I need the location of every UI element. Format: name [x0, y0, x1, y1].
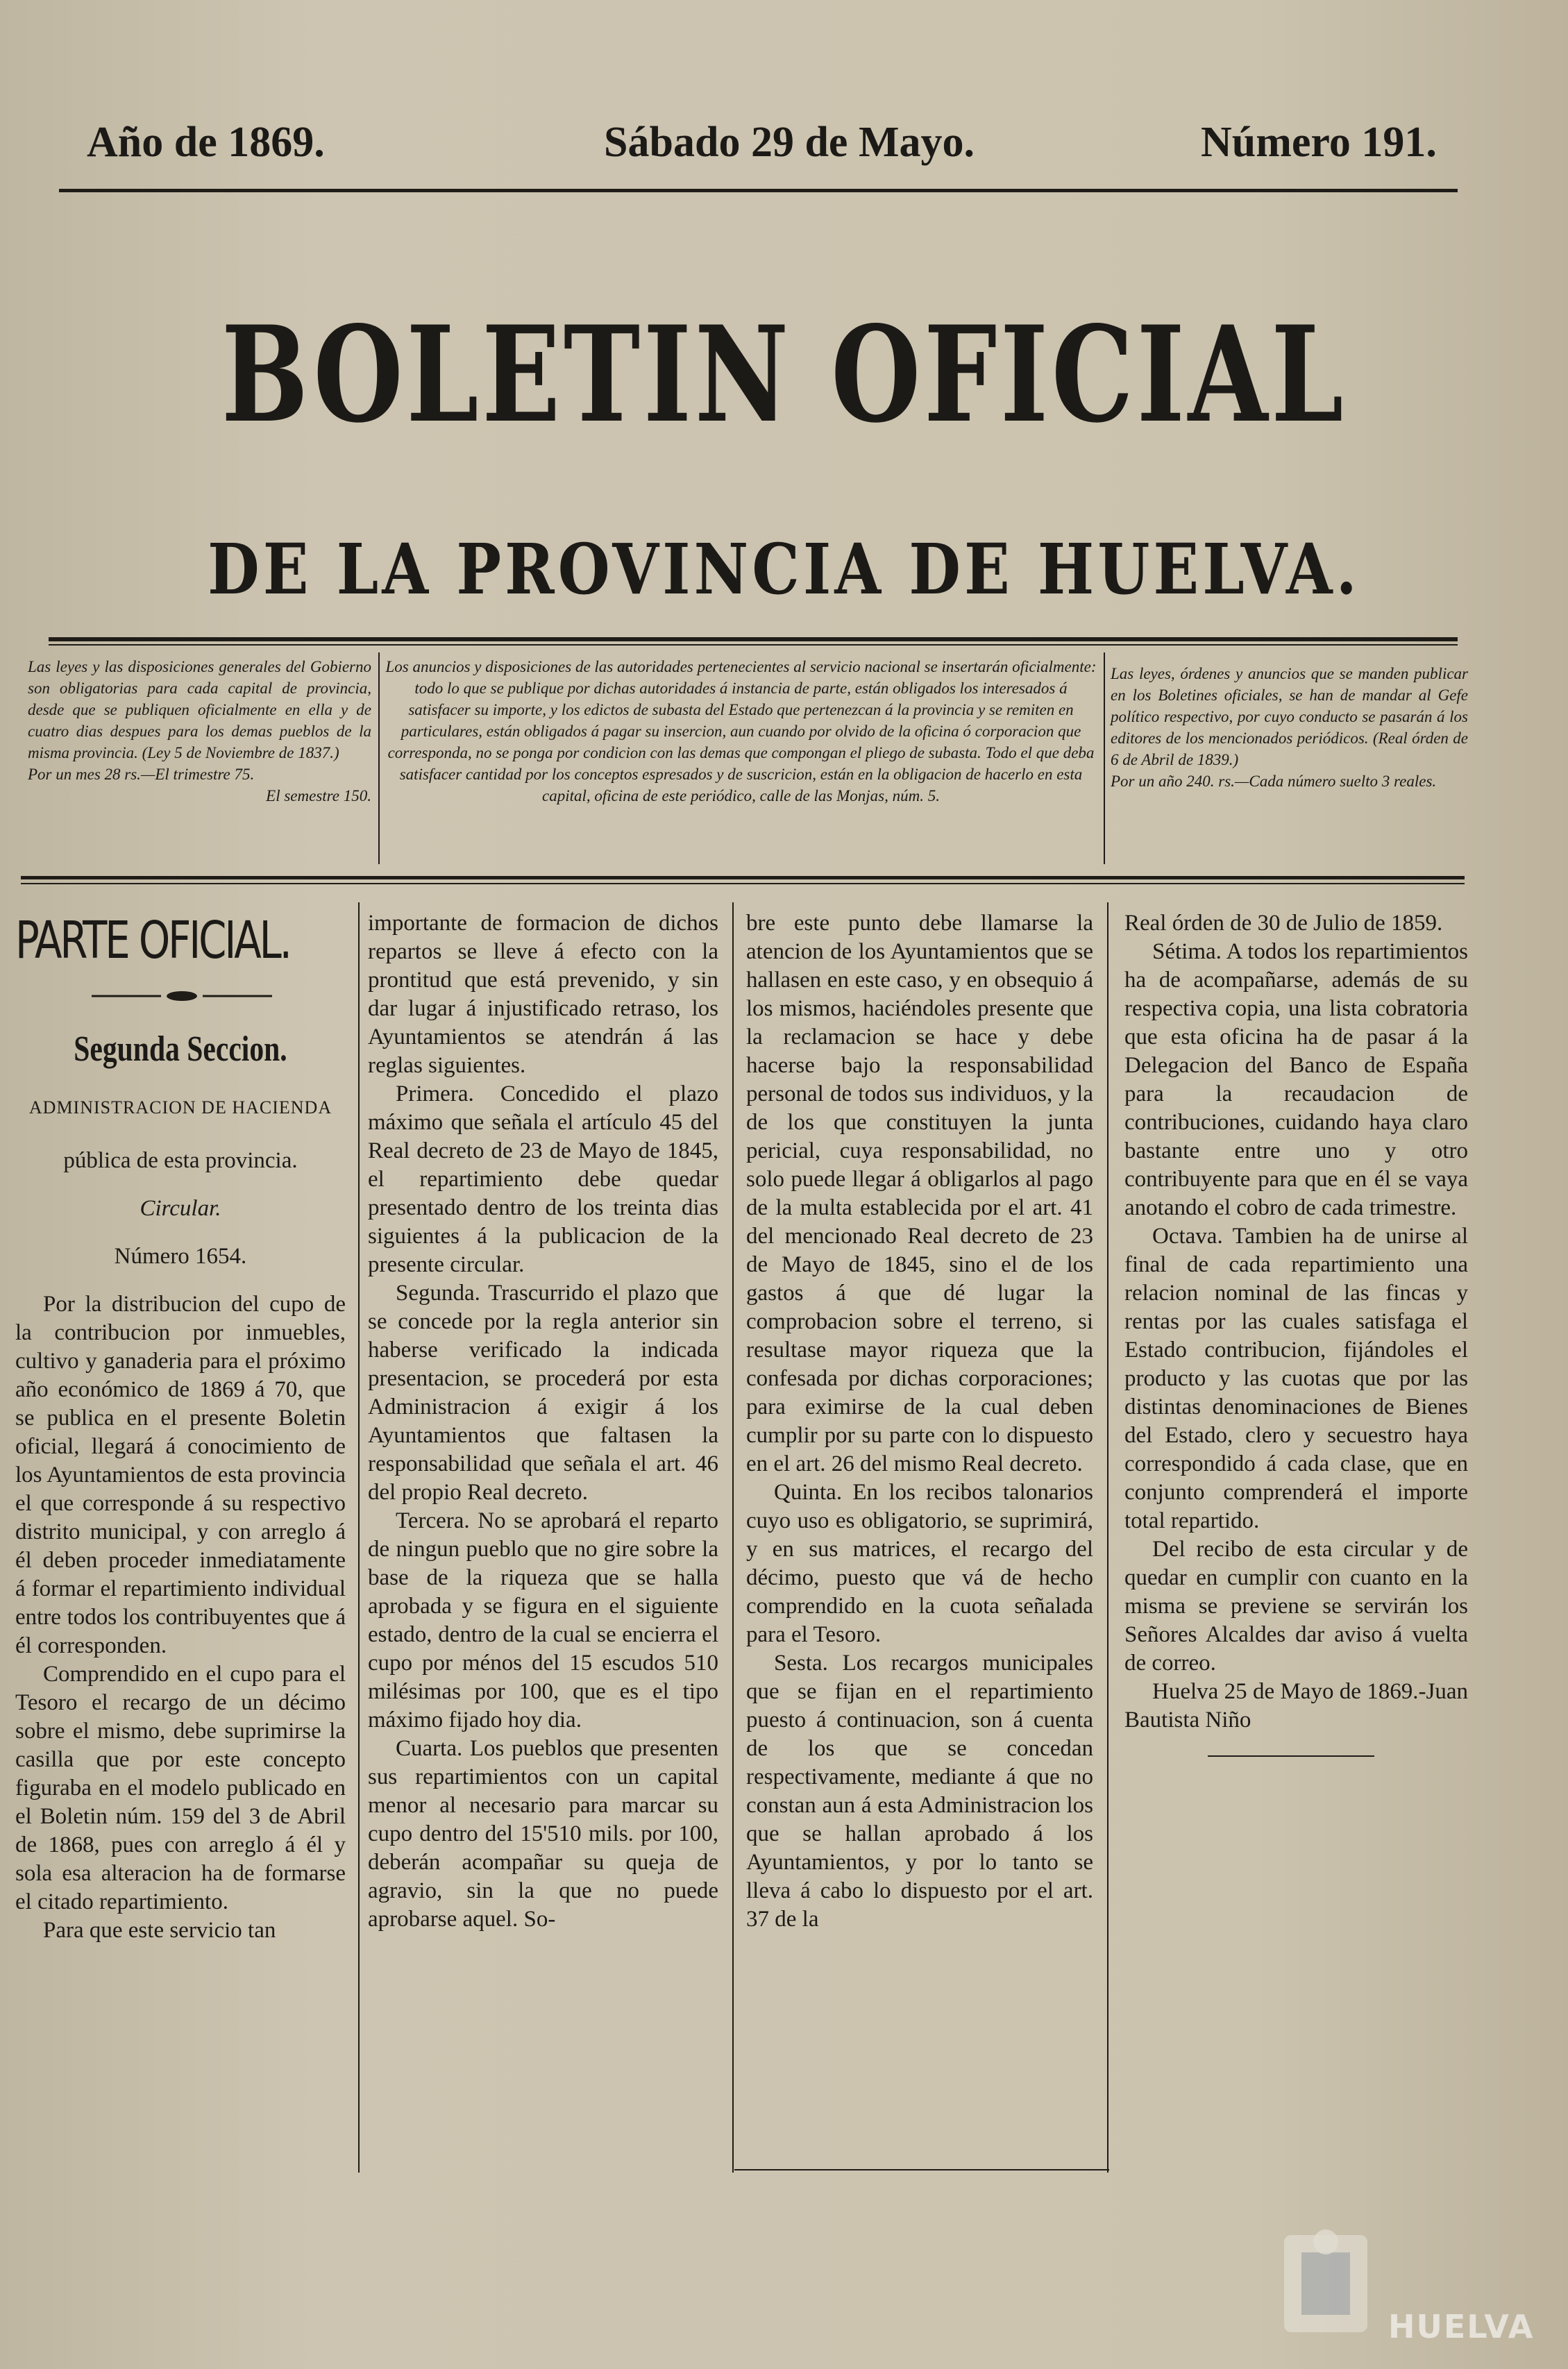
- notice-left-price1: Por un mes 28 rs.—El trimestre 75.: [28, 766, 255, 783]
- column-4-signature: Huelva 25 de Mayo de 1869.-Juan Bautista Niño: [1124, 1679, 1468, 1733]
- issue-number: Número 191.: [1201, 119, 1437, 166]
- column-1-paragraph: Por la distribucion del cupo de la contribucion por inmuebles, cultivo y ganaderia para el próximo año económico de 1869 á 70, que se publica en el presente Boletin oficial, llegará á conocimiento de los Ayuntamientos de esta provincia el que corresponde á su respectivo distrito municipal, y con arreglo á él deben proceder inmediatamente á formar el repartimiento individual entre todos los contribuyentes que á él corresponden.: [15, 1292, 346, 1658]
- column-4: [1124, 909, 1468, 1736]
- masthead-subtitle: DE LA PROVINCIA DE HUELVA.: [208, 528, 1360, 610]
- notice-rule-bottom: [21, 876, 1465, 879]
- column-2-paragraph: Segunda. Trascurrido el plazo que se concede por la regla anterior sin haberse verificado la indicada presentacion, se procederá por esta Administracion á exigir á los Ayuntamientos que faltasen la responsabilidad que señala el art. 46 del propio Real decreto.: [368, 1281, 718, 1505]
- column-1-paragraph: Comprendido en el cupo para el Tesoro el recargo de un décimo sobre el mismo, debe suprimirse la casilla que por este concepto figuraba en el modelo publicado en el Boletin núm. 159 del 3 de Abril de 1868, pues con arreglo á él y sola esa alteracion ha de formarse el citado repartimiento.: [15, 1662, 346, 1914]
- column-2: [368, 909, 718, 1934]
- column-3: [746, 909, 1093, 1934]
- header-rule: [59, 189, 1458, 192]
- column-2-paragraph: Tercera. No se aprobará el reparto de ningun pueblo que no gire sobre la base de la riqueza que se halla aprobada y se figura en el siguiente estado, dentro de la cual se encierra el cupo por ménos del 15 escudos 510 milésimas por 100, que es el tipo máximo fijado hoy dia.: [368, 1508, 718, 1733]
- notice-divider-1: [378, 652, 380, 864]
- column-1-paragraph: Para que este servicio tan: [43, 1918, 276, 1943]
- notice-center: [385, 656, 1097, 807]
- column-3-paragraph: Quinta. En los recibos talonarios cuyo uso es obligatorio, se suprimirá, y en sus matrices, el recargo del décimo, puesto que vá de hecho comprendido en la cuota señalada para el Tesoro.: [746, 1480, 1093, 1647]
- column-2-paragraph: Cuarta. Los pueblos que presenten sus repartimientos con un capital menor al necesario para marcar su cupo dentro del 15'510 mils. por 100, deberán acompañar su queja de agravio, sin la que no puede aprobarse aquel. So-: [368, 1736, 718, 1932]
- column-3-paragraph: Sesta. Los recargos municipales que se fijan en el repartimiento puesto á continuacion, son á cuenta de los que se concedan respectivamente, mediante á que no constan aun á esta Administracion los que se hallan aprobado á los Ayuntamientos, y por lo tanto se lleva á cabo lo dispuesto por el art. 37 de la: [746, 1651, 1093, 1932]
- notice-divider-2: [1104, 652, 1105, 864]
- column-divider-1: [358, 902, 360, 2173]
- column-4-paragraph: Octava. Tambien ha de unirse al final de cada repartimiento una relacion nominal de las fincas y rentas por las cuales satisfaga el Estado contribucion, fijándoles el producto y las cuotas que por las distintas denominaciones de Bienes del Estado, clero y secuestro haya correspondido á cada clase, que en conjunto comprenderá el importe total repartido.: [1124, 1224, 1468, 1533]
- column-4-paragraph: Sétima. A todos los repartimientos ha de acompañarse, además de su respectiva copia, una lista cobratoria que esta oficina ha de pasar á la Delegacion del Banco de España para la recaudacion de contribuciones, cuidando haya claro bastante entre uno y otro contribuyente para que en él se vaya anotando el cobro de cada trimestre.: [1124, 939, 1468, 1220]
- notice-right: [1111, 663, 1468, 792]
- section-heading-parte-oficial: PARTE OFICIAL.: [15, 911, 290, 970]
- column-4-paragraph: Del recibo de esta circular y de quedar en cumplir con cuanto en la misma se previene se servirán los Señores Alcaldes dar aviso á vuelta de correo.: [1124, 1537, 1468, 1676]
- masthead-rule-thin: [49, 644, 1458, 646]
- column-4-paragraph: Real órden de 30 de Julio de 1859.: [1124, 911, 1443, 936]
- column-2-paragraph: Primera. Concedido el plazo máximo que señala el artículo 45 del Real decreto de 23 de Mayo de 1845, el repartimiento debe quedar presentado dentro de los treinta dias siguientes á la publicacion de la presente circular.: [368, 1081, 718, 1277]
- notice-right-text: Las leyes, órdenes y anuncios que se manden publicar en los Boletines oficiales, se han de mandar al Gefe político respectivo, por cuyo conducto se pasarán á los editores de los mencionados periódicos. (Real órden de 6 de Abril de 1839.): [1111, 665, 1468, 768]
- archive-logo-text: HUELVA: [1388, 2308, 1535, 2345]
- issue-header: [56, 118, 1458, 174]
- department-title: ADMINISTRACION DE HACIENDA: [28, 1097, 332, 1118]
- masthead-title: BOLETIN OFICIAL: [221, 297, 1347, 452]
- column-divider-2: [732, 902, 734, 2173]
- issue-year: Año de 1869.: [87, 119, 325, 166]
- notice-rule-thin: [21, 883, 1465, 884]
- column-divider-3: [1107, 902, 1108, 2173]
- circular-label: Circular.: [140, 1196, 221, 1221]
- section-subheading: Segunda Seccion.: [74, 1029, 287, 1069]
- column-3-paragraph: bre este punto debe llamarse la atencion de los Ayuntamientos que se hallasen en este caso, y en obsequio á los mismos, haciéndoles presente que la reclamacion se hace y debe hacerse bajo la responsabilidad personal de todos sus individuos, y la de los que constituyen la junta pericial, cuya responsabilidad, no solo puede llegar á obligarlos al pago de la multa establecida por el art. 41 del mencionado Real decreto de 23 de Mayo de 1845, sino el de los gastos á que dé lugar la comprobacion sobre el terreno, si resultase mayor riqueza que la confesada por dichas corporaciones; para eximirse de la cual deben cumplir por su parte con lo dispuesto en el art. 26 del mismo Real decreto.: [746, 911, 1093, 1476]
- notice-right-price: Por un año 240. rs.—Cada número suelto 3 reales.: [1111, 773, 1437, 790]
- notice-left-price2: El semestre 150.: [266, 787, 371, 804]
- column-1: [15, 909, 346, 1945]
- column-footer-rule: [734, 2169, 1109, 2170]
- ornament-divider-icon: [92, 988, 272, 1004]
- notice-left-text: Las leyes y las disposiciones generales del Gobierno son obligatorias para cada capital de provincia, desde que se publiquen oficialmente en ella y de cuatro dias despues para los demas pueblos de la misma provincia. (Ley 5 de Noviembre de 1837.): [28, 658, 371, 761]
- masthead-rule-top: [49, 637, 1458, 641]
- issue-date: Sábado 29 de Mayo.: [604, 119, 975, 166]
- column-2-paragraph: importante de formacion de dichos repartos se lleve á efecto con la prontitud que está prevenido, y sin dar lugar á injustificado retraso, los Ayuntamientos se atendrán á las reglas siguientes.: [368, 911, 718, 1078]
- department-subtitle: pública de esta provincia.: [63, 1148, 298, 1173]
- notice-left: [28, 656, 371, 807]
- circular-number: Número 1654.: [114, 1244, 247, 1269]
- signature-rule: [1208, 1755, 1374, 1757]
- notice-center-text: Los anuncios y disposiciones de las autoridades pertenecientes al servicio nacional se insertarán oficialmente: todo lo que se publique por dichas autoridades á instancia de parte, están obligados los interesados á satisfacer su importe, y los edictos de subasta del Estado que pertenezcan á la provincia y se remiten en particulares, están obligados á pagar su insercion, aun cuando por olvido de la oficina ó corporacion que corresponda, no se ponga por condicion con las demas que compongan el pliego de subasta. Todo el que deba satisfacer cantidad por los conceptos espresados y de suscricion, están en la obligacion de hacerlo en esta capital, oficina de este periódico, calle de las Monjas, núm. 5.: [385, 658, 1097, 804]
